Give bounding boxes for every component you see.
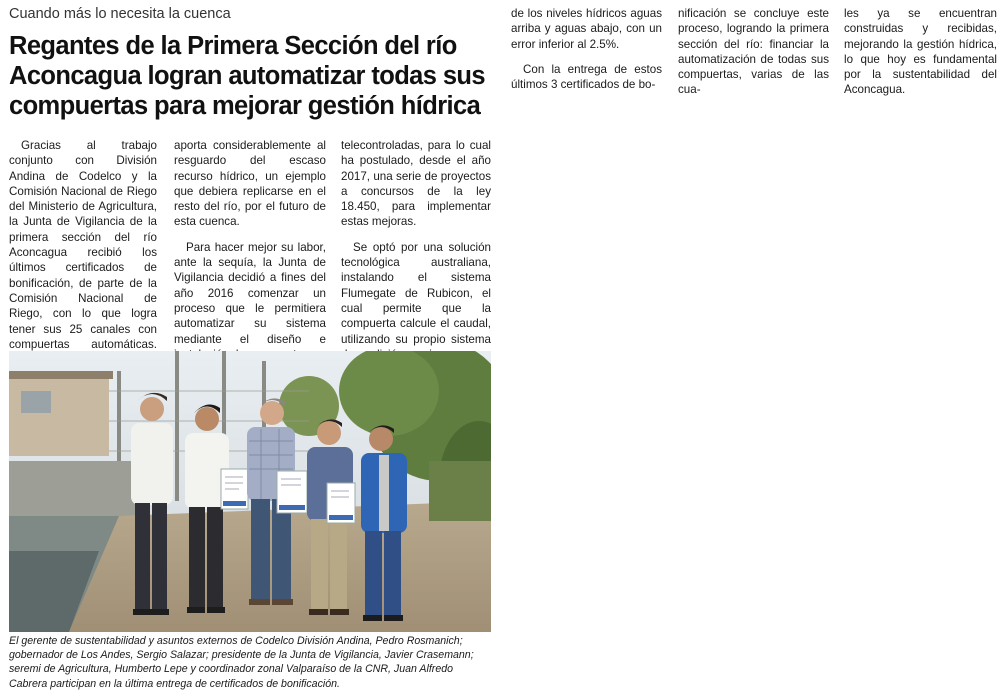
paragraph: Gracias al trabajo conjunto con División Andina de Codelco y la Comisión Nacional de Riego del Ministerio de Agricultura, la Junta de Vigilancia de la primera sección del río Aconcagua recibió los últimos certificados de bonificación, de parte de la Comisión Nacional de Riego, con lo que logra tener sus 25 canales con compuertas automáticas. [9,139,157,351]
certificate [277,471,307,513]
photo-caption: El gerente de sustentabilidad y asuntos externos de Codelco División Andina, Pedro Rosmanich; gobernador de Los Andes, Sergio Salazar; presidente de la Junta de Vigilancia, Javier Crasemann; seremi de Agricultura, Humberto Lepe y coordinador zonal Valparaíso de la CNR, Juan Alfredo Cabrera participan en la última entrega de certificados de bonificación. [9,635,474,690]
person-figure [361,425,407,621]
paragraph: de los niveles hídricos aguas arriba y aguas abajo, con un error inferior al 2.5%. [511,7,662,51]
certificate [327,483,355,523]
article-kicker: Cuando más lo necesita la cuenca [9,6,231,22]
person-figure [131,393,173,615]
text-column-6 [844,6,997,98]
paragraph: Se optó por una solución tecnológica australiana, instalando el sistema Flumegate de Rubicon, el cual permite que la compuerta calcule el caudal, utilizando su propio sistema [341,240,491,346]
paragraph: telecontroladas, para lo cual ha postulado, desde el año 2017, una serie de proyectos a concursos de la ley 18.450, para implementar estas mejoras. [341,139,491,229]
paragraph: nificación se concluye este proceso, logrando la primera sección del río: financiar la automatización de todas sus compuertas, varias de las cua- [678,7,829,97]
article-photo [9,351,491,632]
paragraph: les ya se encuentran construidas y recibidas, mejorando la gestión hídrica, lo que hoy es fundamental por la sustentabilidad del Aconcagua. [844,7,997,97]
text-column-2 [174,138,326,362]
paragraph: aporta considerablemente al resguardo del escaso recurso hídrico, un ejemplo que debiera replicarse en el resto del río, por el futuro de esta cuenca. [174,139,326,229]
text-column-1 [9,138,157,367]
certificate [221,469,248,509]
article-headline: Regantes de la Primera Sección del río Aconcagua logran automatizar todas sus compuertas para mejorar gestión hídrica [9,32,485,120]
text-column-5 [678,6,829,98]
paragraph: Para hacer mejor su labor, ante la sequía, la Junta de Vigilancia decidió a fines del año 2016 comenzar un proceso que le permitiera automatizar su sistema mediante el diseño e [174,240,326,346]
paragraph: Con la entrega de estos últimos 3 certificados de bo- [511,62,662,92]
text-column-3 [341,138,491,362]
text-column-4 [511,6,662,92]
